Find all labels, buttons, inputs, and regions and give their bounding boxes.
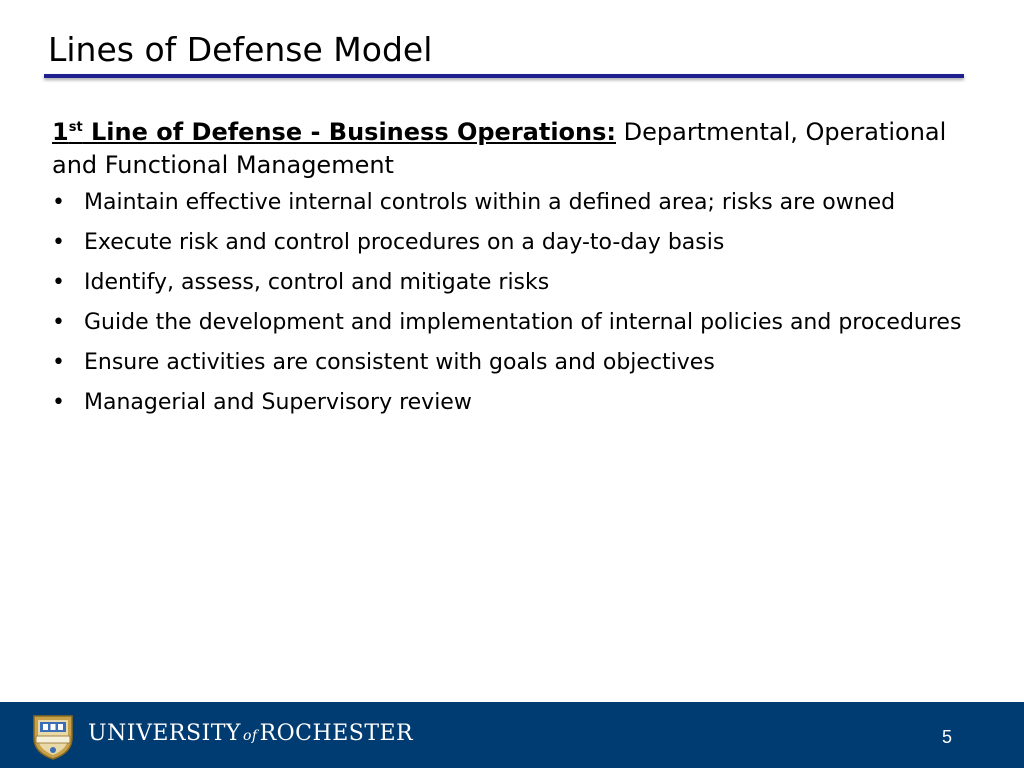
bullet-item xyxy=(52,388,997,418)
bullet-icon: • xyxy=(52,190,65,215)
section-heading xyxy=(52,116,997,182)
heading-ordinal-number: 1 xyxy=(52,118,69,146)
bullet-text: Execute risk and control procedures on a day-to-day basis xyxy=(84,230,725,255)
bullet-icon: • xyxy=(52,270,65,295)
wordmark-university: UNIVERSITY xyxy=(88,721,241,746)
heading-lead xyxy=(52,118,616,146)
university-wordmark xyxy=(88,721,413,746)
university-seal-icon xyxy=(30,712,76,760)
bullet-icon: • xyxy=(52,390,65,415)
heading-lead-label: Line of Defense - Business Operations: xyxy=(82,118,616,146)
bullet-icon: • xyxy=(52,310,65,335)
bullet-item xyxy=(52,268,997,298)
bullet-item xyxy=(52,348,997,378)
footer-bar xyxy=(0,702,1024,768)
bullet-text: Maintain effective internal controls within a defined area; risks are owned xyxy=(84,190,896,215)
bullet-text: Identify, assess, control and mitigate risks xyxy=(84,270,550,295)
heading-description: Departmental, Operational and Functional Management xyxy=(52,118,947,179)
bullet-list xyxy=(52,188,997,418)
bullet-text: Managerial and Supervisory review xyxy=(84,390,472,415)
bullet-icon: • xyxy=(52,230,65,255)
bullet-text: Ensure activities are consistent with goals and objectives xyxy=(84,350,715,375)
wordmark-rochester: ROCHESTER xyxy=(259,721,414,746)
bullet-item xyxy=(52,228,997,258)
page-number: 5 xyxy=(941,727,952,747)
wordmark-of: of xyxy=(242,728,258,744)
heading-ordinal-suffix: st xyxy=(68,120,83,135)
bullet-icon: • xyxy=(52,350,65,375)
bullet-text: Guide the development and implementation of internal policies and procedures xyxy=(84,310,962,335)
bullet-item xyxy=(52,308,997,338)
slide-title: Lines of Defense Model xyxy=(48,30,433,69)
bullet-item xyxy=(52,188,997,218)
title-underline-rule xyxy=(44,74,964,78)
slide-body xyxy=(52,116,997,428)
